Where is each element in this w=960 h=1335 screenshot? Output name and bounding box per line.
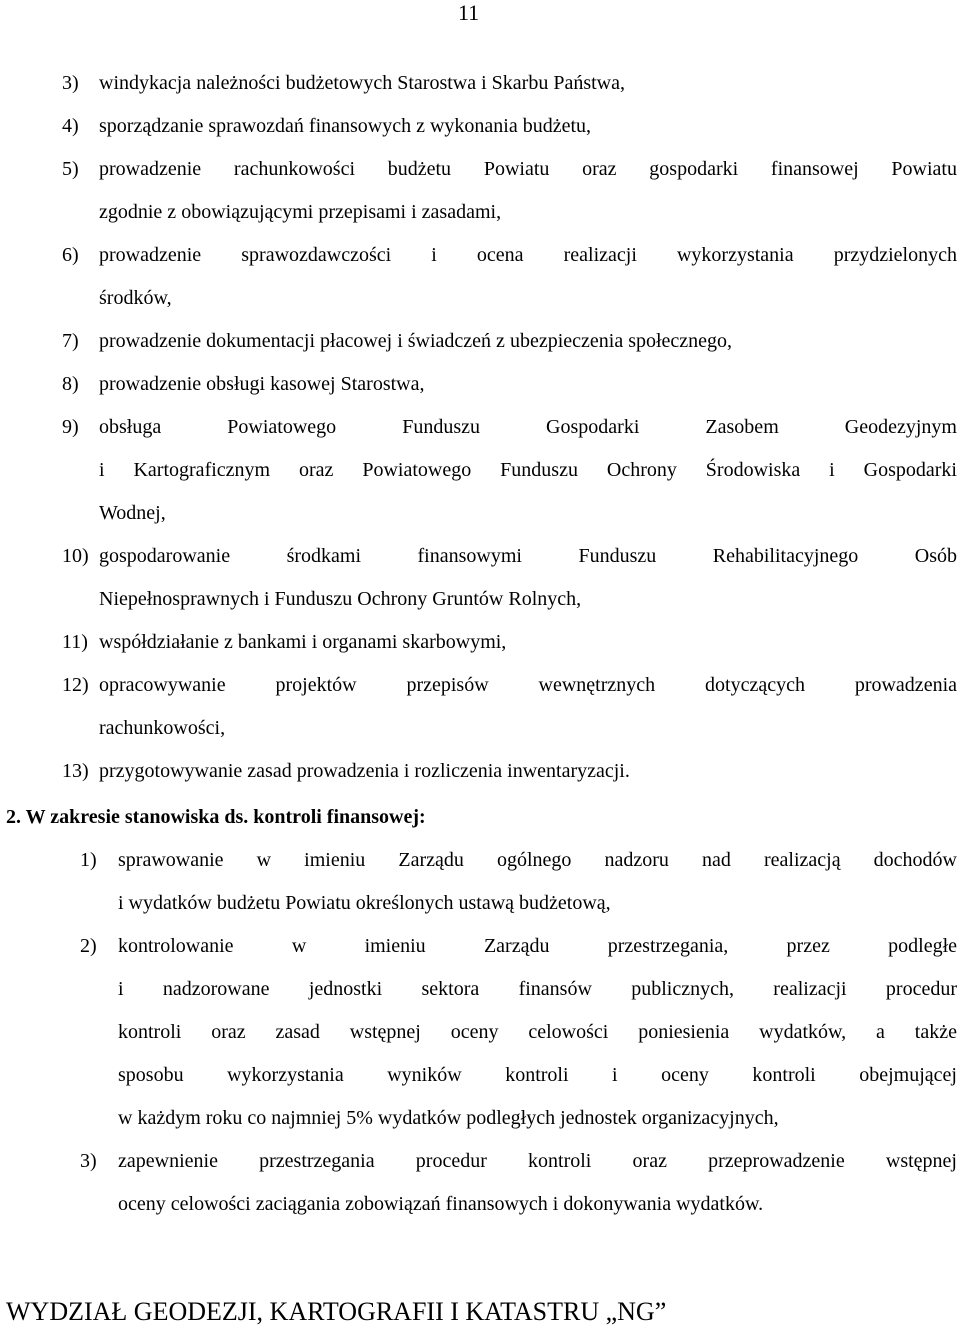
list-item	[62, 148, 957, 234]
list-item-text: sprawowanie w imieniu Zarządu ogólnego nadzoru nad realizacją dochodów	[118, 849, 957, 871]
list-item-number: 5)	[62, 158, 79, 180]
list-item	[62, 406, 957, 535]
list-item-text: w każdym roku co najmniej 5% wydatków podległych jednostek organizacyjnych,	[118, 1107, 779, 1129]
list-item-text: przygotowywanie zasad prowadzenia i rozliczenia inwentaryzacji.	[99, 760, 630, 782]
list-item-text: środków,	[99, 287, 172, 309]
list-item-text: Wodnej,	[99, 502, 166, 524]
list-item-number: 13)	[62, 760, 89, 782]
list-item-text: Niepełnosprawnych i Funduszu Ochrony Gruntów Rolnych,	[99, 588, 582, 610]
list-item-number: 4)	[62, 115, 79, 137]
list-item-text: gospodarowanie środkami finansowymi Funduszu Rehabilitacyjnego Osób	[99, 545, 957, 567]
list-item-number: 9)	[62, 416, 79, 438]
list-item-text: i Kartograficznym oraz Powiatowego Funduszu Ochrony Środowiska i Gospodarki	[99, 459, 957, 481]
list-item	[62, 105, 957, 148]
list-item-number: 10)	[62, 545, 89, 567]
list-item	[62, 234, 957, 320]
list-item	[62, 363, 957, 406]
list-item-text: prowadzenie obsługi kasowej Starostwa,	[99, 373, 425, 395]
list-item	[80, 1140, 957, 1226]
list-item-text: prowadzenie dokumentacji płacowej i świadczeń z ubezpieczenia społecznego,	[99, 330, 733, 352]
list-item-text: zapewnienie przestrzegania procedur kontroli oraz przeprowadzenie wstępnej	[118, 1150, 957, 1172]
list-item	[62, 535, 957, 621]
section-heading: 2. W zakresie stanowiska ds. kontroli finansowej:	[6, 806, 426, 828]
list-item-number: 8)	[62, 373, 79, 395]
page-number: 11	[458, 0, 480, 25]
list-item-text: kontroli oraz zasad wstępnej oceny celowości poniesienia wydatków, a także	[118, 1021, 957, 1043]
list-item	[80, 839, 957, 925]
list-item-number: 11)	[62, 631, 88, 653]
list-item-number: 3)	[80, 1150, 97, 1172]
list-item-text: opracowywanie projektów przepisów wewnętrznych dotyczących prowadzenia	[99, 674, 957, 696]
list-item-text: współdziałanie z bankami i organami skarbowymi,	[99, 631, 507, 653]
list-item	[80, 925, 957, 1140]
list-item-number: 7)	[62, 330, 79, 352]
duties-list-2	[80, 839, 957, 1226]
list-item	[62, 750, 957, 793]
list-item-text: rachunkowości,	[99, 717, 226, 739]
list-item	[62, 664, 957, 750]
list-item-number: 3)	[62, 72, 79, 94]
list-item-text: prowadzenie rachunkowości budżetu Powiatu oraz gospodarki finansowej Powiatu	[99, 158, 957, 180]
list-item-text: zgodnie z obowiązującymi przepisami i zasadami,	[99, 201, 502, 223]
list-item-text: windykacja należności budżetowych Starostwa i Skarbu Państwa,	[99, 72, 625, 94]
list-item-text: prowadzenie sprawozdawczości i ocena realizacji wykorzystania przydzielonych	[99, 244, 957, 266]
list-item	[62, 62, 957, 105]
list-item-number: 6)	[62, 244, 79, 266]
department-heading: WYDZIAŁ GEODEZJI, KARTOGRAFII I KATASTRU „NG”	[6, 1297, 667, 1326]
list-item-text: obsługa Powiatowego Funduszu Gospodarki Zasobem Geodezyjnym	[99, 416, 957, 438]
list-item-number: 12)	[62, 674, 89, 696]
list-item-number: 1)	[80, 849, 97, 871]
list-item	[62, 621, 957, 664]
list-item-text: i nadzorowane jednostki sektora finansów publicznych, realizacji procedur	[118, 978, 957, 1000]
list-item-text: oceny celowości zaciągania zobowiązań finansowych i dokonywania wydatków.	[118, 1193, 764, 1215]
list-item-text: sposobu wykorzystania wyników kontroli i oceny kontroli obejmującej	[118, 1064, 957, 1086]
list-item-number: 2)	[80, 935, 97, 957]
list-item-text: kontrolowanie w imieniu Zarządu przestrzegania, przez podległe	[118, 935, 957, 957]
list-item-text: sporządzanie sprawozdań finansowych z wykonania budżetu,	[99, 115, 592, 137]
duties-list-1	[62, 62, 957, 793]
list-item-text: i wydatków budżetu Powiatu określonych ustawą budżetową,	[118, 892, 611, 914]
list-item	[62, 320, 957, 363]
